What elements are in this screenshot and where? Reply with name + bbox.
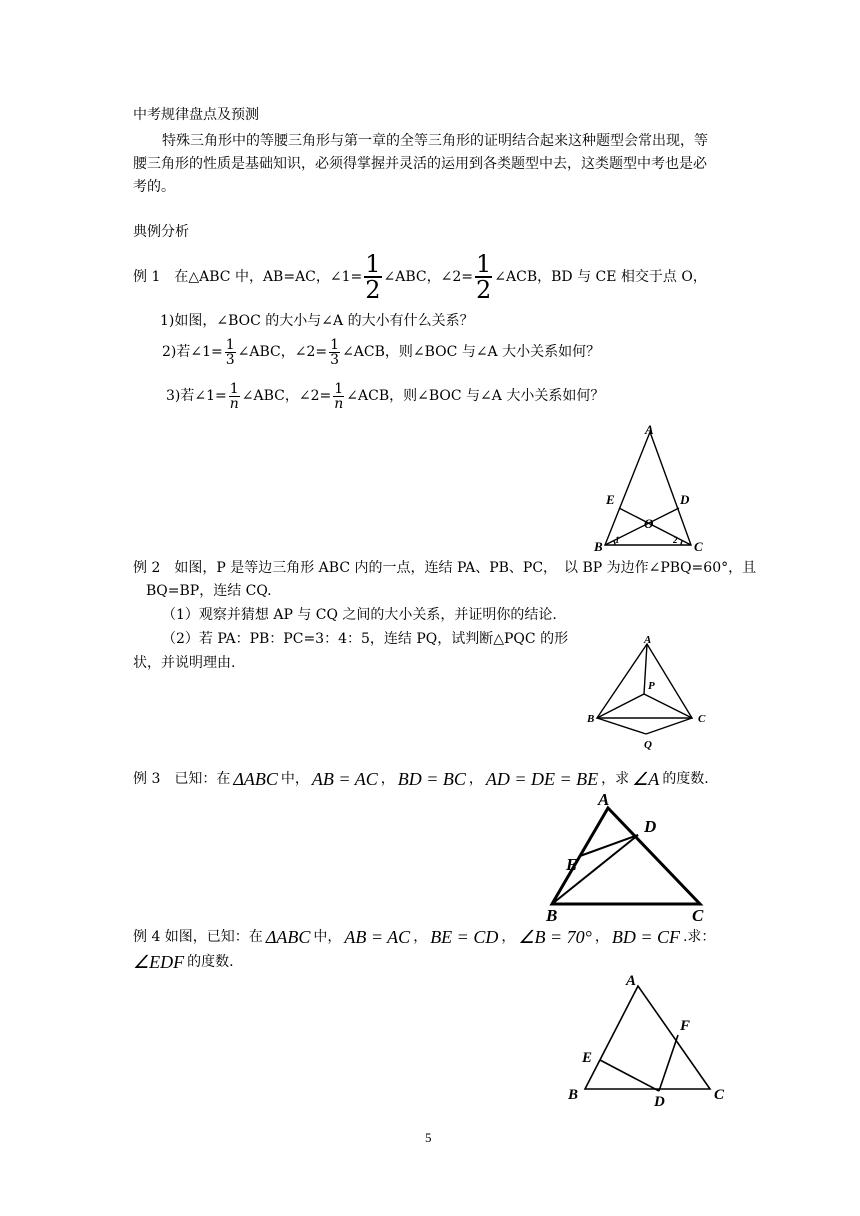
math-ad-de-be: AD = DE = BE (485, 769, 599, 789)
ex1-text-a: 例 1 在△ABC 中，AB=AC，∠1= (133, 269, 363, 285)
ex4-text: 的度数. (187, 954, 234, 970)
frac-num: 1 (225, 336, 235, 353)
section-heading-examples: 典例分析 (133, 224, 189, 240)
q3-text-c: ∠ACB，则∠BOC 与∠A 大小关系如何？ (346, 388, 605, 404)
page-number: 5 (425, 1130, 432, 1145)
label-e: E (566, 855, 578, 874)
math-ab-eq-ac: AB = AC (311, 769, 378, 789)
label-a: A (598, 790, 610, 809)
label-e: E (582, 1050, 593, 1066)
frac-den: 2 (365, 276, 381, 304)
frac-den: 2 (476, 276, 492, 304)
figure-ex1-triangle (588, 420, 708, 552)
example-1-question-1: 1)如图，∠BOC 的大小与∠A 的大小有什么关系？ (160, 313, 474, 329)
triangle-abc (585, 986, 710, 1089)
ex4-text: ， (413, 929, 428, 945)
label-angle-1: 1 (615, 535, 620, 545)
frac-num: 1 (334, 380, 344, 397)
segment-bd (552, 835, 638, 904)
ex4-text: 中， (313, 929, 342, 945)
section-heading-patterns: 中考规律盘点及预测 (133, 107, 259, 123)
label-e: E (606, 492, 615, 507)
segment-cq (646, 718, 692, 734)
example-4-statement (133, 926, 715, 948)
ex4-text: ， (594, 929, 609, 945)
math-angle-b-70: ∠B = 70° (518, 927, 592, 947)
frac-num: 1 (330, 336, 340, 353)
label-c: C (694, 539, 703, 552)
q2-text-a: 2)若∠1= (162, 344, 223, 360)
label-b: B (587, 713, 595, 725)
frac-num: 1 (365, 250, 381, 278)
example-2-line-2: BQ=BP，连结 CQ. (146, 583, 272, 599)
fraction-one-third-1 (225, 338, 236, 367)
label-b: B (568, 1087, 579, 1103)
ex1-text-b: ∠ABC，∠2= (383, 269, 474, 285)
figure-ex2-equilateral (582, 632, 722, 752)
example-4-statement-cont (133, 951, 234, 973)
q2-text-b: ∠ABC，∠2= (237, 344, 328, 360)
q3-text-a: 3)若∠1= (166, 388, 227, 404)
paragraph-line-2: 腰三角形的性质是基础知识，必须得掌握并灵活的运用到各类题型中去，这类题型中考也是必 (133, 156, 707, 172)
figure-ex3-triangle (540, 790, 720, 922)
segment-df (659, 1035, 678, 1091)
ex3-text: ， (380, 771, 395, 787)
fraction-one-half-1 (364, 252, 381, 302)
ex3-text: ， (468, 771, 483, 787)
example-2-line-1: 例 2 如图，P 是等边三角形 ABC 内的一点，连结 PA、PB、PC， 以 BP 为边作∠PBQ=60°，且 (133, 560, 757, 576)
label-q: Q (644, 739, 652, 751)
math-triangle-abc: ΔABC (233, 769, 278, 789)
math-angle-a: ∠A (632, 769, 660, 789)
math-triangle-abc: ΔABC (265, 927, 311, 947)
segment-bq (597, 718, 646, 734)
label-f: F (680, 1018, 691, 1034)
example-2-question-2-cont: 状，并说明理由. (133, 655, 236, 671)
fraction-one-third-2 (329, 338, 340, 367)
frac-den: n (334, 395, 344, 412)
frac-num: 1 (476, 250, 492, 278)
figure-ex4-triangle (560, 966, 735, 1108)
segment-pb (597, 694, 644, 718)
ex3-label: 例 3 已知：在 (133, 771, 231, 787)
label-c: C (692, 906, 704, 922)
label-angle-2: 2 (673, 535, 678, 545)
ex4-label: 例 4 如图，已知：在 (133, 929, 263, 945)
ex4-text: ， (501, 929, 516, 945)
label-d: D (654, 1094, 665, 1108)
ex3-text: ，求 (601, 771, 630, 787)
label-c: C (698, 713, 706, 725)
math-be-eq-cd: BE = CD (430, 927, 499, 947)
ex3-text: 中， (280, 771, 309, 787)
label-a: A (644, 634, 652, 646)
label-d: D (644, 817, 657, 836)
example-1-question-2 (162, 334, 600, 370)
example-3-statement (133, 768, 709, 790)
label-d: D (680, 492, 690, 507)
q3-text-b: ∠ABC，∠2= (241, 388, 332, 404)
label-b: B (546, 906, 558, 922)
label-a: A (645, 422, 654, 437)
ex3-text: 的度数. (662, 771, 709, 787)
label-p: P (648, 680, 655, 692)
fraction-one-half-2 (475, 252, 492, 302)
paragraph-line-3: 考的。 (133, 179, 175, 195)
example-2-question-2: （2）若 PA：PB：PC=3：4：5，连结 PQ，试判断△PQC 的形 (162, 631, 569, 647)
q2-text-c: ∠ACB，则∠BOC 与∠A 大小关系如何？ (342, 344, 601, 360)
paragraph-line-1: 特殊三角形中的等腰三角形与第一章的全等三角形的证明结合起来这种题型会常出现，等 (162, 133, 708, 149)
fraction-one-n-2 (333, 382, 344, 411)
segment-ed (600, 1060, 659, 1091)
frac-den: 3 (330, 351, 340, 368)
example-2-question-1: （1）观察并猜想 AP 与 CQ 之间的大小关系，并证明你的结论. (162, 607, 557, 623)
label-c: C (714, 1087, 725, 1103)
frac-num: 1 (229, 380, 239, 397)
fraction-one-n-1 (229, 382, 240, 411)
frac-den: 3 (225, 351, 235, 368)
segment-pa (644, 644, 647, 694)
ex1-text-c: ∠ACB，BD 与 CE 相交于点 O， (494, 269, 707, 285)
label-o: O (644, 516, 654, 531)
math-ab-eq-ac: AB = AC (344, 927, 411, 947)
example-1-question-3 (166, 378, 604, 414)
ex4-text: .求： (682, 929, 716, 945)
math-bd-eq-cf: BD = CF (611, 927, 680, 947)
label-a: A (626, 973, 637, 989)
math-bd-eq-bc: BD = BC (397, 769, 466, 789)
label-b: B (594, 539, 603, 552)
frac-den: n (229, 395, 239, 412)
math-angle-edf: ∠EDF (133, 952, 185, 972)
example-1-statement (133, 252, 707, 302)
